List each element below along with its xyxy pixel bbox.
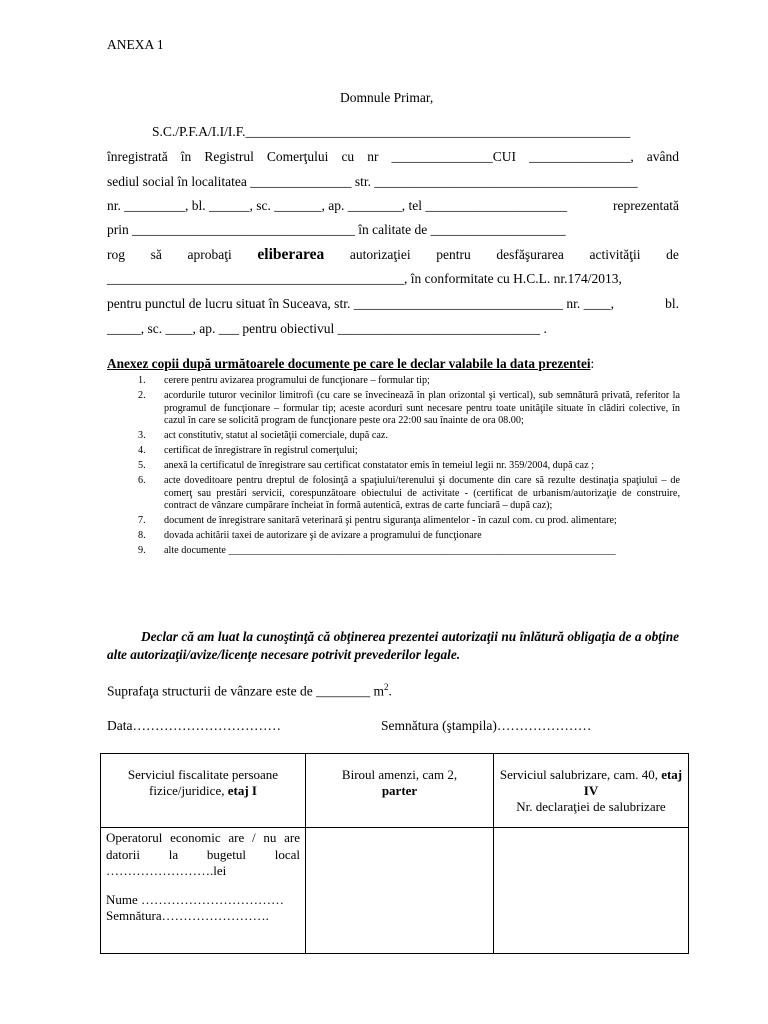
company-type-line — [152, 124, 630, 140]
table-header-row — [101, 754, 689, 828]
word: având — [646, 149, 679, 164]
fiscal-service-label: Serviciul fiscalitate persoane fizice/juridice, — [127, 767, 279, 798]
word: în — [180, 149, 192, 164]
surface-text: Suprafaţa structurii de vânzare este de ________ m — [107, 683, 385, 699]
company-type-label: S.C./P.F.A/I.I/I.F. — [152, 124, 246, 139]
list-item — [138, 545, 680, 558]
table-body-row — [101, 828, 689, 954]
fiscal-service-header — [101, 754, 306, 828]
item-number: 6. — [138, 475, 146, 487]
item-number: 4. — [138, 445, 146, 457]
sanitation-service-header — [494, 754, 689, 828]
word: activităţii — [589, 247, 641, 262]
fines-office-floor: parter — [381, 783, 418, 798]
annex-heading-text: Anexez copii după următoarele documente pe care le declar valabile la data prezentei — [107, 356, 591, 371]
annex-documents-heading — [107, 356, 594, 372]
word: _______________, — [529, 149, 634, 164]
word: reprezentată — [613, 198, 679, 213]
sanitation-cell — [494, 828, 689, 954]
item-number: 3. — [138, 430, 146, 442]
location-fields: pentru punctul de lucru situat în Suceava, str. _______________________________ nr. ____, — [107, 296, 614, 311]
word: aprobaţi — [187, 247, 232, 262]
legal-declaration: Declar că am luat la cunoştinţă că obţinerea prezentei autorizaţii nu înlătură obligaţia de a obţine alte autorizaţii/avize/licenţe necesare potrivit prevederilor legale. — [107, 629, 679, 662]
registration-line — [107, 149, 679, 165]
activity-line: ____________________________________________, în conformitate cu H.C.L. nr.174/2013, — [107, 271, 622, 286]
word: cu — [341, 149, 355, 164]
item-text: acte doveditoare pentru dreptul de folosinţă a spaţiului/terenului şi documente din care să rezulte destinaţia spaţiului – de comerţ sau prestări servicii, corespunzătoare obiectului de activitate - (certificat de urbanism/autorizaţie de construire, contract de vânzare cumpărare încheiat în formă autentică, extras de carte funciară – după caz); — [164, 475, 680, 512]
list-item — [138, 475, 680, 513]
word: nr — [367, 149, 379, 164]
request-line — [107, 246, 679, 264]
surface-unit-exponent: 2 — [384, 682, 389, 692]
word: de — [666, 247, 679, 262]
fines-office-cell — [306, 828, 494, 954]
address-fields: nr. _________, bl. ______, sc. _______, ap. ________, tel _____________________ — [107, 198, 568, 213]
item-number: 8. — [138, 530, 146, 542]
word: bl. — [665, 296, 679, 311]
salutation: Domnule Primar, — [340, 90, 434, 105]
fiscal-service-floor: etaj I — [227, 783, 257, 798]
company-name-blank: _________________________________________________________ — [245, 124, 631, 139]
item-number: 5. — [138, 460, 146, 472]
item-text: dovada achitării taxei de autorizare şi de avizare a programului de funcţionare — [164, 530, 482, 542]
representative-line: prin _________________________________ în calitate de ____________________ — [107, 222, 566, 237]
word: rog — [107, 247, 125, 262]
name-field: Nume …………………………… — [106, 891, 285, 907]
fiscal-debt-cell — [101, 828, 306, 954]
item-number: 2. — [138, 389, 146, 401]
item-number: 9. — [138, 545, 146, 557]
sanitation-service-floor: etaj IV — [583, 767, 683, 798]
signature-field: Semnătura……………………. — [106, 908, 269, 923]
location-line — [107, 296, 679, 312]
word: autorizaţiei — [349, 247, 411, 262]
list-item — [138, 390, 680, 428]
surface-end: . — [388, 683, 392, 699]
item-text: cerere pentru avizarea programului de funcţionare – formular tip; — [164, 375, 430, 386]
request-type-emphasis: eliberarea — [257, 246, 325, 263]
sales-surface-line — [107, 682, 392, 700]
fines-office-header — [306, 754, 494, 828]
word: să — [150, 247, 162, 262]
debt-status-text: Operatorul economic are / nu are datorii la bugetul local …………………….lei — [106, 830, 300, 878]
objective-line: _____, sc. ____, ap. ___ pentru obiectivul ______________________________ . — [107, 321, 547, 336]
annex-title: ANEXA 1 — [107, 37, 164, 52]
word: Registrul — [204, 149, 254, 164]
item-text: acordurile tuturor vecinilor limitrofi (cu care se învecinează în plan orizontal şi vertical), sub semnătură privată, referitor la programul de funcţionare – formular tip; aceste acorduri sunt necesare pentru toate unităţile situate în clădiri colective, în cazul în care se solicită program de funcţionare peste ora 22:00 sau înainte de ora 08.00; — [164, 389, 680, 427]
item-text: act constitutiv, statut al societăţii comerciale, după caz. — [164, 430, 388, 442]
word: _______________CUI — [391, 149, 517, 164]
sanitation-service-label: Serviciul salubrizare, cam. 40, — [499, 767, 658, 782]
item-text: document de înregistrare sanitară veterinară şi pentru siguranţa alimentelor - în cazul com. cu prod. alimentare; — [164, 515, 617, 527]
fines-office-label: Biroul amenzi, cam 2, — [341, 767, 458, 782]
date-field: Data…………………………… — [107, 718, 281, 733]
approval-table — [100, 753, 689, 954]
word: pentru — [436, 247, 471, 262]
list-item — [138, 515, 680, 528]
list-item — [138, 430, 680, 443]
item-number: 1. — [138, 375, 146, 386]
list-item — [138, 530, 680, 543]
list-item — [138, 375, 680, 388]
document-list — [138, 375, 680, 560]
headquarters-line: sediul social în localitatea _______________ str. _______________________________________ — [107, 174, 638, 189]
signature-stamp-field: Semnătura (ştampila)………………… — [381, 718, 592, 733]
list-item — [138, 460, 680, 473]
list-item — [138, 445, 680, 458]
annex-heading-colon: : — [590, 356, 595, 371]
word: Comerţului — [266, 149, 329, 164]
item-text: certificat de înregistrare în registrul comerţului; — [164, 445, 358, 457]
item-number: 7. — [138, 515, 146, 527]
address-line — [107, 198, 679, 214]
item-text: anexă la certificatul de înregistrare sau certificat constatator emis în temeiul legii nr. 359/2004, după caz ; — [164, 460, 594, 472]
word: desfăşurarea — [496, 247, 564, 262]
item-text: alte documente ____________________________________________________________________________ — [164, 545, 616, 557]
word: înregistrată — [107, 149, 168, 164]
sanitation-declaration-number-label: Nr. declaraţiei de salubrizare — [516, 799, 666, 814]
